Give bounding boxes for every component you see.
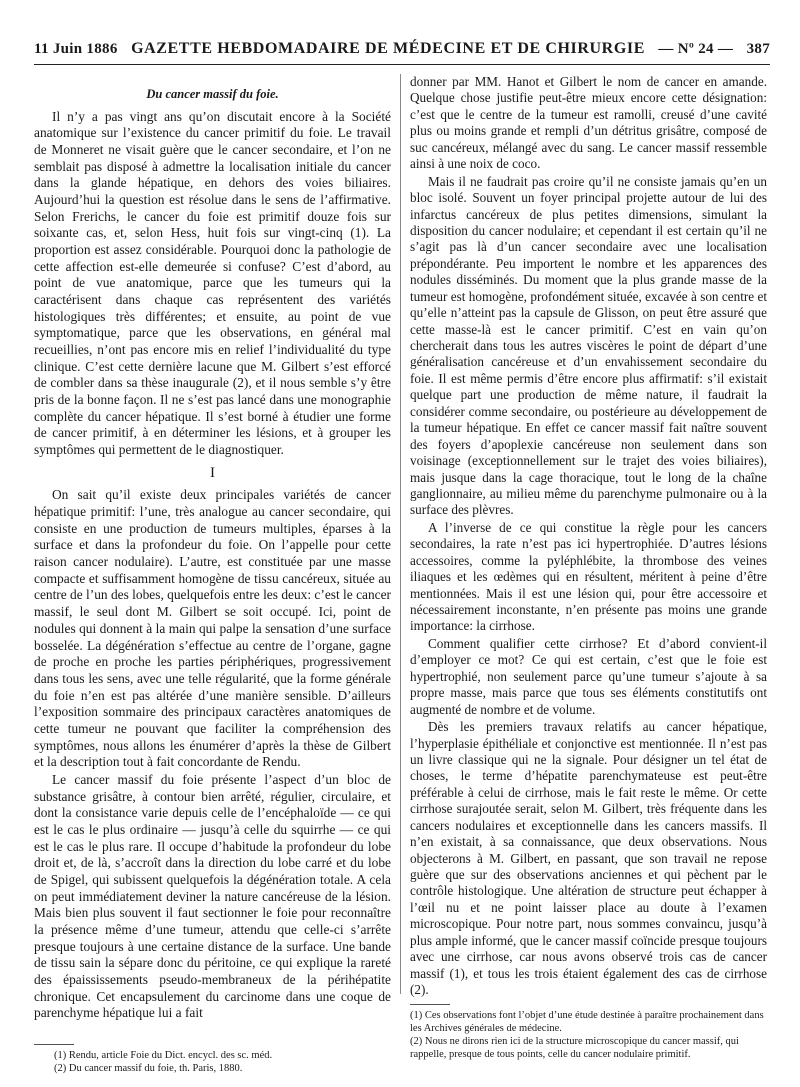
footnote-right-2: (2) Nous ne dirons rien ici de la structure microscopique du cancer massif, qui rappelle, presque de tous points, celle du cancer nodulaire primitif. xyxy=(410,1036,739,1060)
article-title: Du cancer massif du foie. xyxy=(146,87,279,101)
paragraph-left-3: Le cancer massif du foie présente l’aspect d’un bloc de substance grisâtre, à contour bien arrêté, régulier, circulaire, et dont la consistance varie depuis celle de l’encéphaloïde — ce qui est le cas le plus ordinaire — jusqu’à celle du squirrhe — ce qui est le cas le plus rare. Il occupe d’habitude la profondeur du lobe droit et, de là, s’accroît dans la direction du lobe carré et du lobe de Spigel, qui subissent quelquefois la dégénération totale. A cela on peut immédiatement deviner la nature cancéreuse de la lésion. Mais bien plus souvent il faut sectionner le foie pour reconnaître la présence même d’une tumeur, attendu que celle-ci s’arrête presque toujours à une certaine distance de la surface. Une bande de tissu sain la sépare donc du péritoine, ce qui explique la rareté des épaississements pseudo-membraneux de la périhépatite chronique. Cet encapsulement du carcinome dans une coque de parenchyme hépatique lui a fait xyxy=(34,771,391,1021)
paragraph-left-2: On sait qu’il existe deux principales variétés de cancer hépatique primitif: l’une, très analogue au cancer secondaire, qui consiste en une production de tumeurs multiples, éparses à la surface et dans la profondeur du foie. On l’appelle pour cette raison cancer nodulaire). L’autre, est constituée par une masse compacte et suffisamment homogène de tissu cancéreux, située au centre de l’un des lobes, quelquefois entre les deux: c’est le cancer massif, le seul dont M. Gilbert se soit occupé. Ici, point de nodules qui donnent à la main qui palpe la sensation d’une surface bosselée. La dégénération s’effectue au centre de l’organe, gagne de proche en proche les parties périphériques, progressivement dans tous les sens, avec une telle régularité, que la forme générale du foie n’en est pas altérée d’une manière sensible. D’ailleurs l’exposition sommaire des principaux caractères anatomiques de cette tumeur ne pouvant que faciliter la compréhension des symptômes, nous allons les énumérer d’après la thèse de Gilbert et la description tout à fait concordante de Rendu. xyxy=(34,487,391,770)
footnotes-right xyxy=(410,1009,767,1061)
page-header xyxy=(34,40,770,62)
footnote-left-1: (1) Rendu, article Foie du Dict. encycl. des sc. méd. xyxy=(54,1050,273,1061)
paragraph-right-3: A l’inverse de ce qui constitue la règle pour les cancers secondaires, la rate n’est pas ici hypertrophiée. D’autres lésions accessoires, comme la pyléphlébite, la thrombose des veines iliaques et les œdèmes qui en résultent, méritent à peine d’être mentionnées. Mais il est une lésion qui, pour être accessoire et nécessairement inconstante, n’en présente pas moins une grande importance: la cirrhose. xyxy=(410,519,767,634)
paragraph-left-1: Il n’y a pas vingt ans qu’on discutait encore à la Société anatomique sur l’existence du cancer primitif du foie. Le travail de Monneret ne visait guère que le cancer secondaire, et l’on ne semblait pas disposé à admettre la localisation initiale du cancer dans la glande hépatique, en dehors des voies biliaires. Aujourd’hui la question est résolue dans le sens de l’affirmative. Selon Frerichs, le cancer du foie est primitif douze fois sur soixante cas, et, selon Hess, huit fois sur vingt-cinq (1). La proportion est assez considérable. Pourquoi donc la pathologie de cette affection est-elle demeurée si confuse? C’est d’abord, au point de vue anatomique, parce que les tumeurs qui la caractérisent dans chaque cas représentent des variétés histologiques très différentes; et ensuite, au point de vue symptomatique, parce que les observations, en général mal recueillies, n’ont pas encore mis en relief l’individualité du type clinique. C’est cette dernière lacune que M. Gilbert s’est efforcé de combler dans sa thèse inaugurale (2), et il nous semble s’y être pris de la bonne façon. Il ne s’est pas lancé dans une monographie complète du cancer hépatique. Il s’est borné à étudier une forme de cancer primitif, à en déterminer les lésions, et à grouper les symptômes qui permettent de le diagnostiquer. xyxy=(34,108,391,458)
header-issue-number: — Nº 24 — xyxy=(658,41,734,57)
section-heading-roman: I xyxy=(210,464,215,481)
footnote-rule-left xyxy=(34,1044,74,1045)
header-date: 11 Juin 1886 xyxy=(34,41,118,57)
header-journal-title: GAZETTE HEBDOMADAIRE DE MÉDECINE ET DE CHIRURGIE xyxy=(131,40,645,57)
right-column xyxy=(410,74,767,999)
footnote-right-1: (1) Ces observations font l’objet d’une étude destinée à paraître prochainement dans les Archives générales de médecine. xyxy=(410,1010,764,1034)
paragraph-right-2: Mais il ne faudrait pas croire qu’il ne consiste jamais qu’en un bloc isolé. Souvent un foyer principal projette autour de lui des infarctus cancéreux de plus petites dimensions, simulant la disposition du cancer nodulaire; et cependant il est certain qu’il ne s’agit pas là d’un cancer secondaire avec une localisation prépondérante. Peu importent le nombre et les apparences des nodules disséminés. Du moment que la plus grande masse de la tumeur est homogène, profondément située, excavée à son centre et qu’elle n’atteint pas la capsule de Glisson, on peut être assuré que cette masse-là est le cancer primitif. C’est en vain qu’on chercherait dans tous les autres viscères le point de départ d’une généralisation cancéreuse et d’un envahissement secondaire du foie. Il est même permis d’être encore plus affirmatif: s’il existait quelque part une production de même nature, il faudrait la considérer comme secondaire, ou postérieure au développement de la tumeur hépatique. En effet ce cancer massif fait naître souvent des foyers d’apoplexie cancéreuse non seulement dans son voisinage (exceptionnellement sur le trajet des voies biliaires), mais jusque dans la cage thoracique, tout le long de la chaîne ganglionnaire, au milieu même du parenchyme pulmonaire ou à la surface des plèvres. xyxy=(410,173,767,518)
footnotes-left xyxy=(54,1049,391,1075)
header-page-number: 387 xyxy=(746,41,770,57)
paragraph-right-1: donner par MM. Hanot et Gilbert le nom de cancer en amande. Quelque chose justifie peut-être mieux encore cette désignation: c’est que le centre de la tumeur est ramolli, creusé d’une cavité plus ou moins grande et rempli d’un détritus grisâtre, composé de suc cancéreux, mélangé avec du sang. Le cancer massif ressemble ainsi à une noix de coco. xyxy=(410,74,767,172)
left-column xyxy=(34,74,391,1022)
column-divider xyxy=(400,74,401,994)
paragraph-right-5: Dès les premiers travaux relatifs au cancer hépatique, l’hyperplasie épithéliale et conjonctive est mentionnée. Il n’est pas un livre classique qui ne la signale. Pour désigner un tel état de choses, le terme d’hépatite parenchymateuse est peut-être préférable à celui de cirrhose, mais le fait reste le même. Or cette cirrhose surajoutée serait, selon M. Gilbert, très fréquente dans les cancers nodulaires et exceptionnelle dans les cancers massifs. Il n’en existait, à sa connaissance, que deux observations. Nous objecterons à M. Gilbert, en passant, que son travail ne repose guère que sur des observations anciennes et qui pèchent par le contrôle histologique. Une altération de structure peut échapper à l’œil nu et ne point laisser place au doute à l’examen microscopique. Pour notre part, nous sommes convaincu, jusqu’à plus ample informé, que le cancer massif coïncide presque toujours avec une cirrhose, car nous avons observé trois cas de cancer massif (1), et tous les trois étaient également des cas de cirrhose (2). xyxy=(410,719,767,998)
footnote-rule-right xyxy=(410,1004,450,1005)
header-rule xyxy=(34,64,770,65)
footnote-left-2: (2) Du cancer massif du foie, th. Paris, 1880. xyxy=(54,1063,243,1074)
paragraph-right-4: Comment qualifier cette cirrhose? Et d’abord convient-il d’employer ce mot? Ce qui est certain, c’est que le foie est hypertrophié, non seulement parce qu’une tumeur s’ajoute à sa propre masse, mais parce que tous ses éléments constitutifs ont augmenté de nombre et de volume. xyxy=(410,635,767,717)
